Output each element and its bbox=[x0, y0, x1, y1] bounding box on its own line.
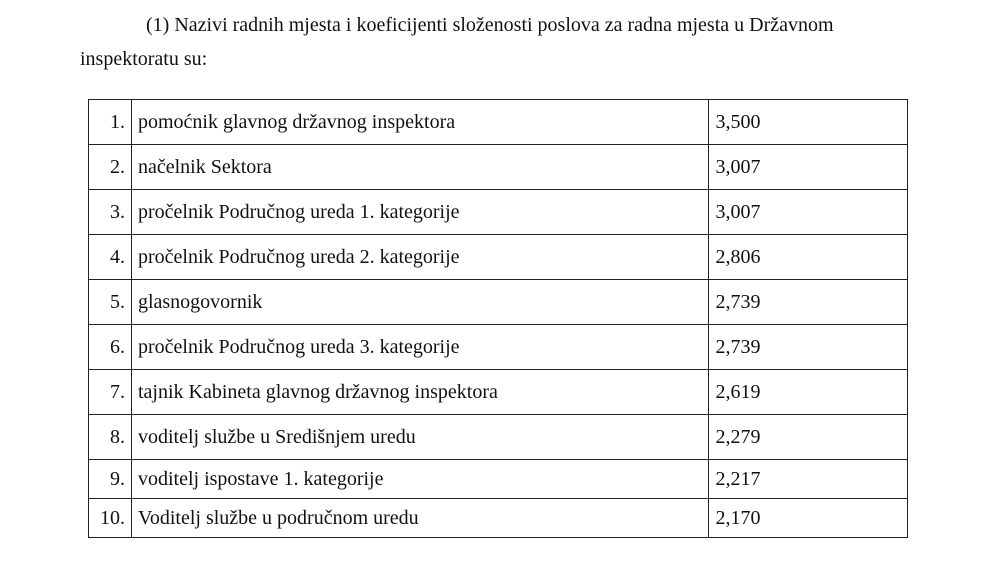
coefficient-value: 3,007 bbox=[709, 190, 908, 235]
row-number: 1. bbox=[89, 100, 132, 145]
row-number: 5. bbox=[89, 280, 132, 325]
coefficient-value: 2,739 bbox=[709, 280, 908, 325]
position-title: voditelj službe u Središnjem uredu bbox=[131, 415, 708, 460]
intro-line-2: inspektoratu su: bbox=[80, 48, 208, 70]
row-number: 9. bbox=[89, 460, 132, 499]
table-row bbox=[89, 190, 908, 235]
table-row bbox=[89, 325, 908, 370]
coefficient-value: 2,806 bbox=[709, 235, 908, 280]
row-number: 7. bbox=[89, 370, 132, 415]
position-title: pročelnik Područnog ureda 2. kategorije bbox=[131, 235, 708, 280]
row-number: 3. bbox=[89, 190, 132, 235]
position-title: načelnik Sektora bbox=[131, 145, 708, 190]
coefficient-value: 2,739 bbox=[709, 325, 908, 370]
row-number: 8. bbox=[89, 415, 132, 460]
table-row bbox=[89, 235, 908, 280]
table-row bbox=[89, 415, 908, 460]
coefficient-value: 3,007 bbox=[709, 145, 908, 190]
row-number: 4. bbox=[89, 235, 132, 280]
table-row bbox=[89, 370, 908, 415]
table-row bbox=[89, 280, 908, 325]
position-title: pročelnik Područnog ureda 1. kategorije bbox=[131, 190, 708, 235]
table-row bbox=[89, 499, 908, 538]
coefficient-value: 2,279 bbox=[709, 415, 908, 460]
coefficient-value: 2,170 bbox=[709, 499, 908, 538]
position-title: pomoćnik glavnog državnog inspektora bbox=[131, 100, 708, 145]
table-row bbox=[89, 145, 908, 190]
coefficient-value: 2,217 bbox=[709, 460, 908, 499]
table-row bbox=[89, 460, 908, 499]
position-title: Voditelj službe u područnom uredu bbox=[131, 499, 708, 538]
row-number: 6. bbox=[89, 325, 132, 370]
coefficient-value: 3,500 bbox=[709, 100, 908, 145]
intro-paragraph bbox=[80, 8, 960, 76]
position-title: pročelnik Područnog ureda 3. kategorije bbox=[131, 325, 708, 370]
intro-line-1: (1) Nazivi radnih mjesta i koeficijenti složenosti poslova za radna mjesta u Državnom bbox=[146, 14, 834, 36]
coefficients-table bbox=[88, 99, 908, 538]
position-title: glasnogovornik bbox=[131, 280, 708, 325]
position-title: tajnik Kabineta glavnog državnog inspektora bbox=[131, 370, 708, 415]
coefficient-value: 2,619 bbox=[709, 370, 908, 415]
row-number: 10. bbox=[89, 499, 132, 538]
position-title: voditelj ispostave 1. kategorije bbox=[131, 460, 708, 499]
row-number: 2. bbox=[89, 145, 132, 190]
table-row bbox=[89, 100, 908, 145]
